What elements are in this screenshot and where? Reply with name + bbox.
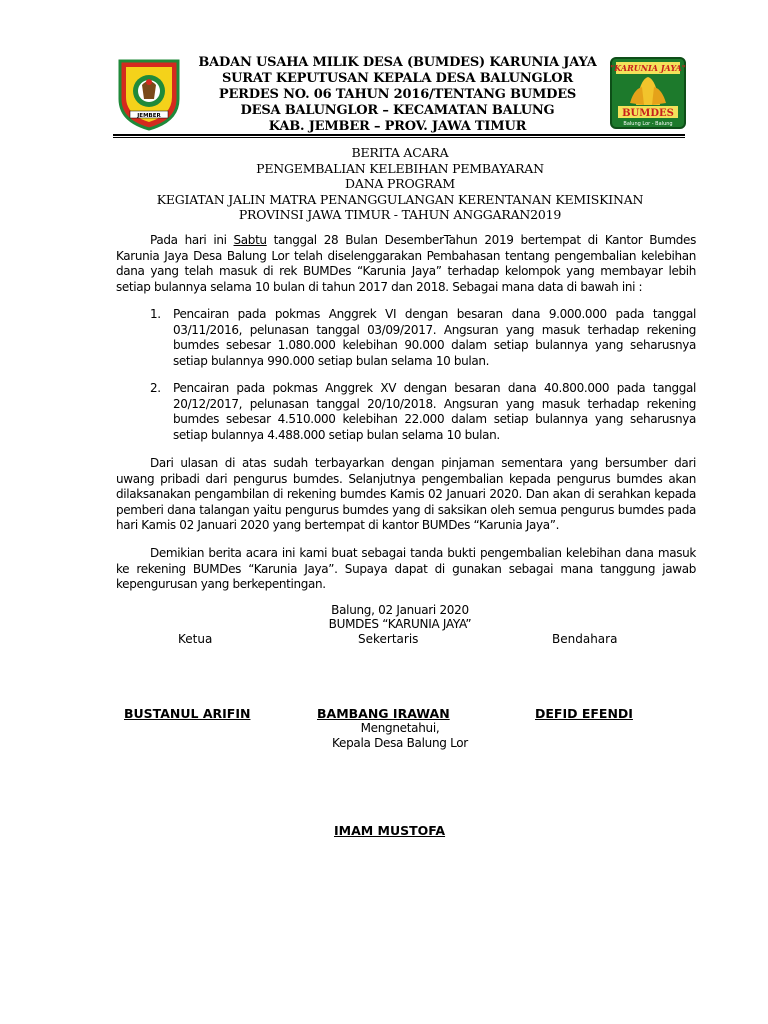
signatory-chairman: BUSTANUL ARIFIN xyxy=(124,706,251,721)
list-item-number: 1. xyxy=(150,307,161,321)
list-item xyxy=(150,307,696,369)
title-line-4: KEGIATAN JALIN MATRA PENANGGULANGAN KERENTANAN KEMISKINAN xyxy=(156,191,644,207)
signatory-village-head: IMAM MUSTOFA xyxy=(334,823,446,838)
village-head-role: Kepala Desa Balung Lor xyxy=(332,736,468,750)
organization-name: BUMDES “KARUNIA JAYA” xyxy=(328,617,472,631)
list-item-text: Pencairan pada pokmas Anggrek VI dengan besaran dana 9.000.000 pada tanggal 03/11/2016, pelunasan tanggal 03/09/2017. Angsuran yang masuk terhadap rekening bumdes sebesar 1.080.000 kelebihan 90.000 dalam setiap bulannya yang seharusnya setiap bulannya 990.000 setiap bulan selama 10 bulan. xyxy=(173,307,696,368)
paragraph-closing xyxy=(116,546,696,593)
title-line-2: PENGEMBALIAN KELEBIHAN PEMBAYARAN xyxy=(256,160,544,176)
intro-text-a: Pada hari ini xyxy=(150,233,234,247)
settlement-text: Dari ulasan di atas sudah terbayarkan dengan pinjaman sementara yang bersumber dari uwang pribadi dari pengurus bumdes. Selanjutnya pengembalian kepada pengurus bumdes akan dilaksanakan pengambilan di rekening bumdes Kamis 02 Januari 2020. Dan akan di serahkan kepada pemberi dana talangan yaitu pengurus bumdes yang di saksikan oleh semua pengurus bumdes pada hari Kamis 02 Januari 2020 yang bertempat di kantor BUMDes “Karunia Jaya”. xyxy=(116,456,696,533)
signatory-secretary: BAMBANG IRAWAN xyxy=(317,706,450,721)
intro-day: Sabtu xyxy=(233,233,267,247)
acknowledge-label: Mengnetahui, xyxy=(360,721,440,735)
list-item-number: 2. xyxy=(150,381,161,395)
place-date: Balung, 02 Januari 2020 xyxy=(331,603,469,617)
letterhead-line-1: BADAN USAHA MILIK DESA (BUMDES) KARUNIA JAYA xyxy=(198,55,597,70)
signatory-treasurer: DEFID EFENDI xyxy=(535,706,633,721)
regency-crest-icon xyxy=(114,55,184,131)
title-line-1: BERITA ACARA xyxy=(351,145,449,160)
logo-bottom-text: Balung Lor - Balung xyxy=(623,121,673,127)
document-title xyxy=(100,145,700,223)
role-treasurer: Bendahara xyxy=(552,632,618,646)
closing-text: Demikian berita acara ini kami buat sebagai tanda bukti pengembalian kelebihan dana masuk ke rekening BUMDes “Karunia Jaya”. Supaya dapat di gunakan sebagai mana tanggung jawab kepengurusan yang berkepentingan. xyxy=(116,546,696,592)
list-item-text: Pencairan pada pokmas Anggrek XV dengan besaran dana 40.800.000 pada tanggal 20/12/2017, pelunasan tanggal 20/10/2018. Angsuran yang masuk terhadap rekening bumdes sebesar 4.510.000 kelebihan 22.000 dalam setiap bulannya yang seharusnya setiap bulannya 4.488.000 setiap bulan selama 10 bulan. xyxy=(173,381,696,442)
paragraph-settlement xyxy=(116,456,696,534)
role-chairman: Ketua xyxy=(178,632,213,646)
letterhead-line-3: PERDES NO. 06 TAHUN 2016/TENTANG BUMDES xyxy=(218,87,577,102)
letterhead xyxy=(185,55,610,135)
letterhead-line-5: KAB. JEMBER – PROV. JAWA TIMUR xyxy=(268,119,527,134)
letterhead-line-2: SURAT KEPUTUSAN KEPALA DESA BALUNGLOR xyxy=(221,71,574,86)
crest-label: JEMBER xyxy=(137,113,161,119)
intro-text-b: tanggal 28 Bulan DesemberTahun 2019 bertempat di Kantor Bumdes Karunia Jaya Desa Balung Lor telah diselenggarakan Pembahasan tentang pengembalian kelebihan dana yang telah masuk di rek BUMDes “Karunia Jaya” terhadap kelompok yang membayar lebih setiap bulannya selama 10 bulan di tahun 2017 dan 2018. Sebagai mana data di bawah ini : xyxy=(116,233,696,294)
role-secretary: Sekertaris xyxy=(358,632,419,646)
bumdes-logo-icon xyxy=(610,57,686,129)
header-rule-thin xyxy=(113,137,685,138)
paragraph-intro xyxy=(116,233,696,295)
title-line-5: PROVINSI JAWA TIMUR - TAHUN ANGGARAN2019 xyxy=(238,207,562,222)
title-line-3: DANA PROGRAM xyxy=(345,176,455,191)
logo-top-text: "KARUNIA JAYA" xyxy=(610,63,686,73)
header-rule-thick xyxy=(113,134,685,136)
logo-mid-text: BUMDES xyxy=(622,108,674,119)
list-item xyxy=(150,381,696,443)
letterhead-line-4: DESA BALUNGLOR – KECAMATAN BALUNG xyxy=(240,103,555,118)
